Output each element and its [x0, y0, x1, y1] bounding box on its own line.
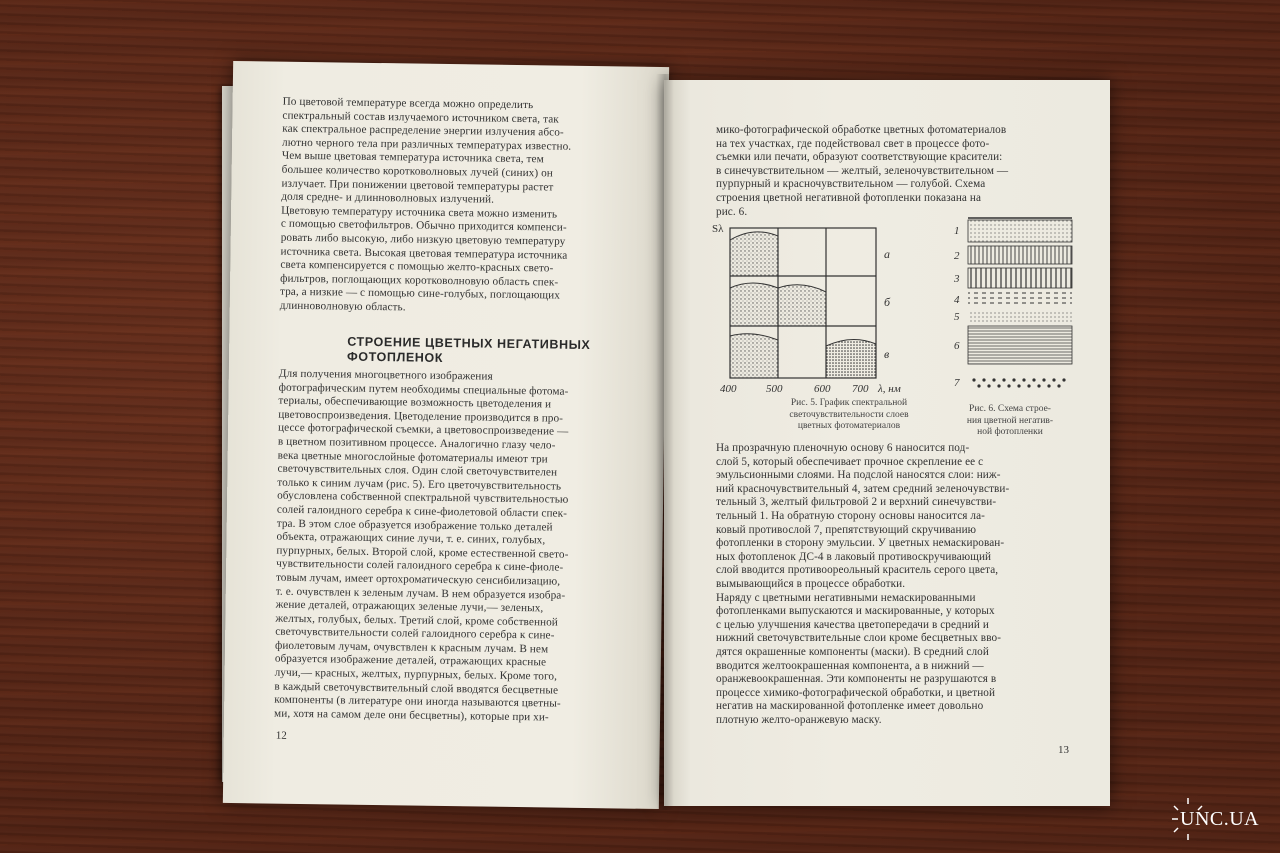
figure-5-graph	[712, 218, 922, 398]
x-tick-600: 600	[814, 383, 831, 395]
row-label-a: а	[884, 247, 890, 261]
layer-number-3: 3	[954, 273, 960, 285]
row-label-c: в	[884, 347, 890, 361]
figure-6-caption: Рис. 6. Схема строе- ния цветной негатив- ной фотопленки	[966, 404, 1054, 437]
curve-row-a	[730, 232, 778, 276]
x-axis-unit: λ, нм	[878, 383, 901, 395]
layer-number-4: 4	[954, 294, 960, 306]
layer-1	[968, 220, 1072, 242]
watermark-text: UNC.UA	[1180, 808, 1260, 830]
right-page	[664, 80, 1110, 806]
layer-number-7: 7	[954, 377, 960, 389]
book-spine-shadow	[656, 74, 674, 810]
layer-3	[968, 268, 1072, 288]
y-axis-label: Sλ	[712, 223, 724, 235]
left-page	[223, 61, 669, 809]
x-tick-700: 700	[852, 383, 869, 395]
layer-7	[972, 378, 1065, 387]
left-paragraph-1: По цветовой температуре всегда можно определить спектральный состав излучаемого источником света, так как спектральное распределение энергии излучения абсо- лютно черного тела при различных температурах известно. Чем выше цветовая температура источника света, тем большее количество коротковолновых лучей (синих) он излучает. При понижении цветовой температуры растет доля средне- и длинноволновых излучений. Цветовую температуру источника света можно изменить с помощью светофильтров. Обычно приходится компенси- ровать либо высокую, либо низкую цветовую температуру источника света. Высокая цветовая температура источника света компенсируется с помощью желто-красных свето- фильтров, поглощающих коротковолновую область спек- тра, а низкие — с помощью сине-голубых, поглощающих длинноволновую область.	[279, 95, 572, 314]
layer-number-1: 1	[954, 225, 960, 237]
x-tick-500: 500	[766, 383, 783, 395]
layer-2	[968, 246, 1072, 264]
layer-4	[968, 292, 1072, 306]
right-page-number: 13	[1058, 744, 1069, 756]
layer-6	[968, 326, 1072, 364]
left-paragraph-2: Для получения многоцветного изображения фотографическим путем необходимы специальные фотома- териалы, обеспечивающие возможность цветоделения и цветовоспроизведения. Цветоделение производится в про- цессе фотографической съемки, а цветовоспроизведение — в цветном позитивном процессе. Аналогично глазу чело- века цветные многослойные фотоматериалы имеют три светочувствительных слоя. Один слой светочувствителен только к синим лучам (рис. 5). Его цветочувствительность обусловлена собственной спектральной чувствительностью солей галоидного серебра к сине-фиолетовой области спек- тра. В этом слое образуется изображение только деталей объекта, отражающих синие лучи, т. е. синих, голубых, пурпурных, белых. Второй слой, кроме естественной свето- чувствительности солей галоидного серебра к сине-фиоле- товым лучам, имеет ортохроматическую сенсибилизацию, т. е. очувствлен к зеленым лучам. В нем образуется изобра- жение деталей, отражающих зеленые лучи,— зеленых, желтых, голубых, белых. Третий слой, кроме собственной светочувствительности солей галоидного серебра к сине- фиолетовым лучам, очувствлен к красным лучам. В нем образуется изображение деталей, отражающих красные лучи,— красных, желтых, пурпурных, белых. Кроме того, в каждый светочувствительный слой вводятся бесцветные компоненты (в литературе они иногда называются цветны- ми, хотя на самом деле они бесцветны), которые при хи-	[274, 367, 569, 724]
layer-number-6: 6	[954, 340, 960, 352]
figure-5-caption: Рис. 5. График спектральной светочувствительности слоев цветных фотоматериалов	[789, 398, 909, 431]
layer-number-2: 2	[954, 250, 960, 262]
curve-row-c-left	[730, 334, 778, 378]
layer-number-5: 5	[954, 311, 960, 323]
layer-5	[968, 310, 1072, 322]
row-label-b: б	[884, 295, 891, 309]
curve-row-b	[730, 283, 826, 326]
curve-row-c-right	[826, 339, 876, 378]
x-tick-400: 400	[720, 383, 737, 395]
right-paragraph-top: мико-фотографической обработке цветных фотоматериалов на тех участках, где подействовал свет в процессе фото- съемки или печати, образуют соответствующие красители: в синечувствительном — желтый, зеленочувствительном — пурпурный и красночувствительном — голубой. Схема строения цветной негативной фотопленки показана на рис. 6.	[716, 124, 1009, 218]
left-page-number: 12	[275, 729, 287, 742]
figure-6-layers	[950, 216, 1074, 398]
right-paragraph-bottom: На прозрачную пленочную основу 6 наносится под- слой 5, который обеспечивает прочное скрепление ее с эмульсионными слоями. На подслой наносятся слои: ниж- ний красночувствительный 4, затем средний зеленочувстви- тельный 3, желтый фильтровой 2 и верхний синечувстви- тельный 1. На обратную сторону основы наносится ла- ковый противослой 7, препятствующий скручиванию фотопленки в сторону эмульсии. У цветных немаскирован- ных фотопленок ДС-4 в лаковый противоскручивающий слой вводится противоореольный краситель серого цвета, вымывающийся в процессе обработки. Наряду с цветными негативными немаскированными фотопленками выпускаются и маскированные, у которых с целью улучшения качества цветопередачи в средний и нижний светочувствительные слои кроме бесцветных вво- дятся окрашенные компоненты (маски). В средний слой вводится желтоокрашенная компонента, а в нижний — оранжевоокрашенная. Эти компоненты не разрушаются в процессе химико-фотографической обработки, и цветной негатив на маскированной фотопленке имеет довольно плотную желто-оранжевую маску.	[716, 442, 1010, 726]
section-heading: СТРОЕНИЕ ЦВЕТНЫХ НЕГАТИВНЫХ ФОТОПЛЕНОК	[346, 334, 591, 365]
